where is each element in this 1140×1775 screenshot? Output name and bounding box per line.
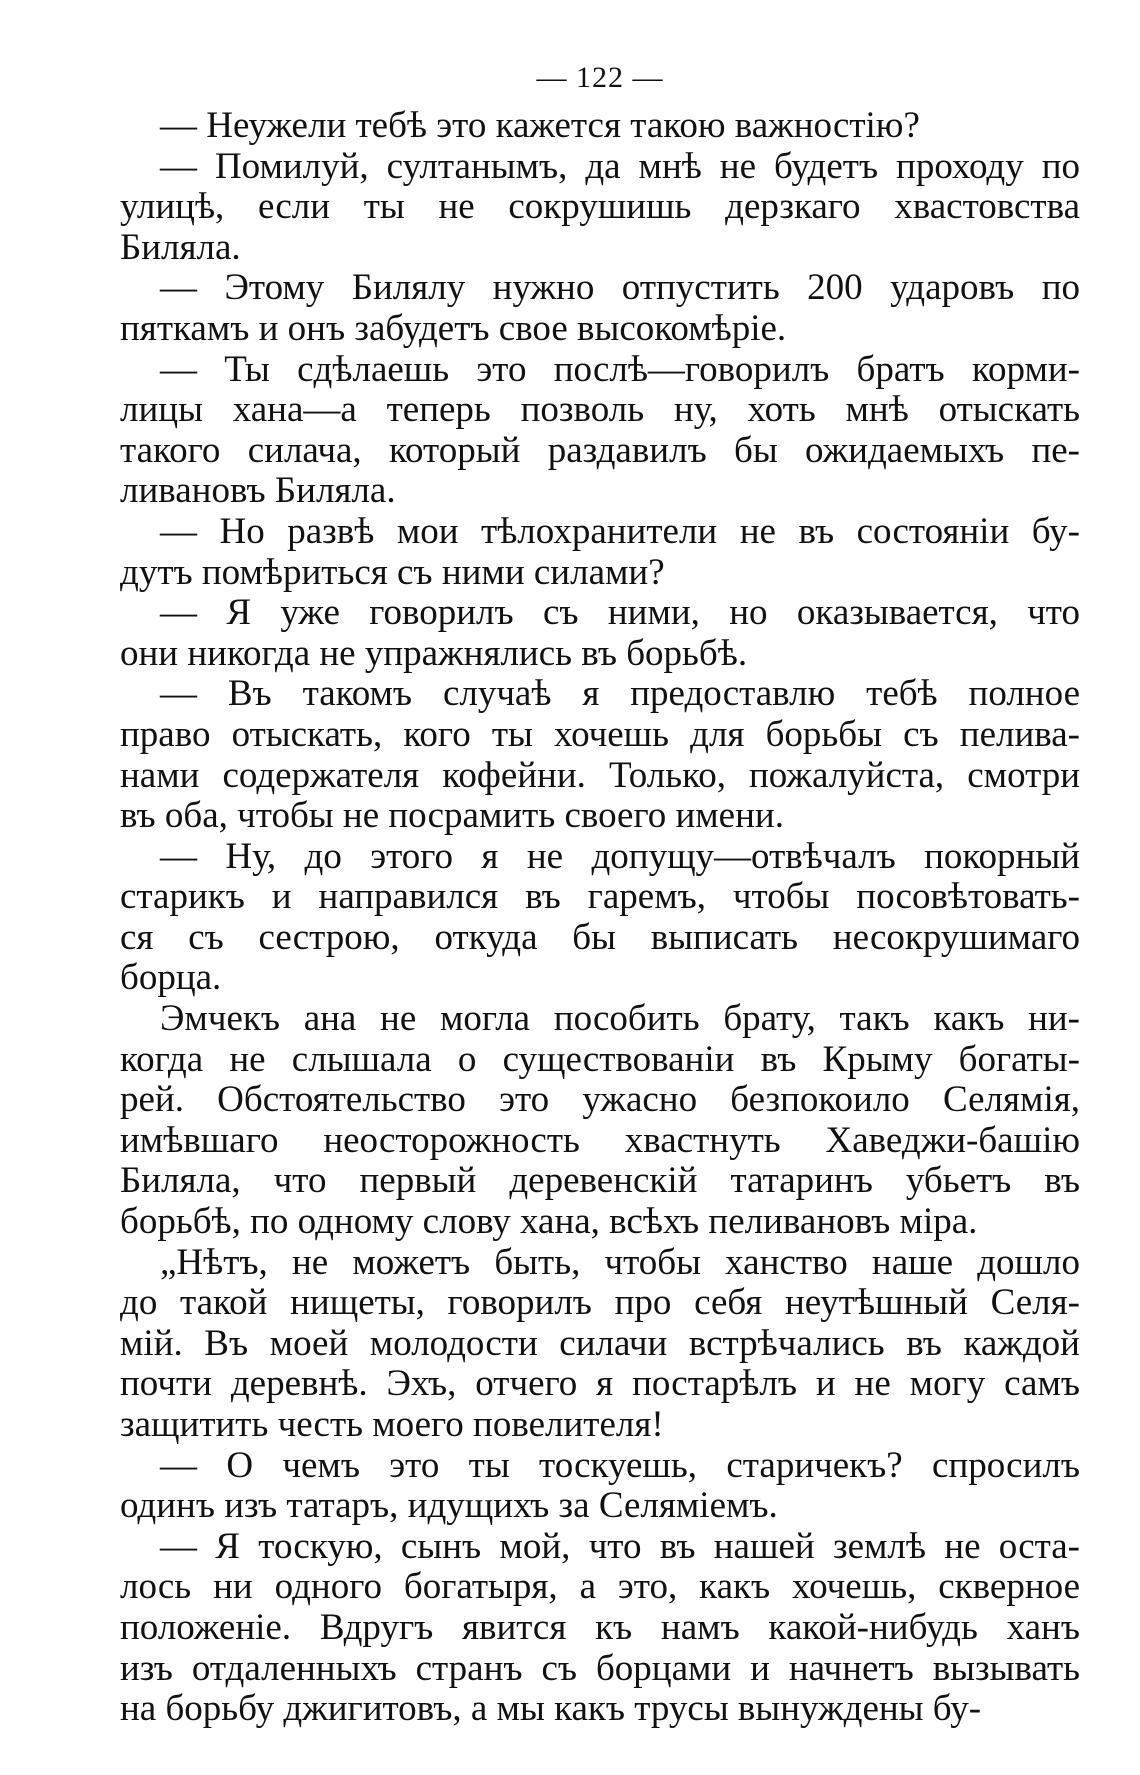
text-line: — Помилуй, султанымъ, да мнѣ не будетъ проходу по — [160, 146, 1080, 187]
text-line: до такой нищеты, говорилъ про себя неутѣшный Селя- — [120, 1283, 1080, 1324]
text-line: — О чемъ это ты тоскуешь, старичекъ? спросилъ — [160, 1445, 1080, 1486]
text-line: — Неужели тебѣ это кажется такою важностію? — [160, 106, 920, 146]
paragraph — [120, 1243, 1080, 1446]
text-line: лось ни одного богатыря, а это, какъ хочешь, скверное — [120, 1567, 1080, 1608]
text-line: — Я тоскую, сынъ мой, что въ нашей землѣ не оста- — [160, 1526, 1080, 1567]
text-line: улицѣ, если ты не сокрушишь дерзкаго хвастовства — [120, 187, 1080, 228]
text-line: лицы хана—а теперь позволь ну, хоть мнѣ отыскать — [120, 390, 1080, 431]
text-line: право отыскать, кого ты хочешь для борьбы съ пелива- — [120, 714, 1080, 755]
text-line: борца. — [120, 958, 222, 999]
text-line: старикъ и направился въ гаремъ, чтобы посовѣтовать- — [120, 877, 1080, 918]
text-line: они никогда не упражнялись въ борьбѣ. — [120, 633, 748, 674]
text-line: нами содержателя кофейни. Только, пожалуйста, смотри — [120, 755, 1080, 796]
paragraph — [120, 1446, 1080, 1527]
text-line: въ оба, чтобы не посрамить своего имени. — [120, 796, 784, 837]
paragraph — [120, 674, 1080, 836]
page-body-text — [120, 106, 1080, 1730]
text-line: одинъ изъ татаръ, идущихъ за Селяміемъ. — [120, 1486, 778, 1527]
text-line: Биляла. — [120, 227, 241, 268]
text-line: ливановъ Биляла. — [120, 471, 396, 512]
text-line: — Этому Билялу нужно отпустить 200 ударовъ по — [160, 268, 1080, 309]
text-line: Биляла, что первый деревенскій татаринъ убьетъ въ — [120, 1161, 1080, 1202]
text-line: Эмчекъ ана не могла пособить брату, такъ какъ ни- — [160, 999, 1080, 1040]
paragraph — [120, 106, 1080, 147]
text-line: такого силача, который раздавилъ бы ожидаемыхъ пе- — [120, 430, 1080, 471]
text-line: изъ отдаленныхъ странъ съ борцами и начнетъ вызывать — [120, 1648, 1080, 1689]
text-line: дутъ помѣриться съ ними силами? — [120, 552, 665, 593]
paragraph — [120, 268, 1080, 349]
paragraph — [120, 999, 1080, 1243]
text-line: пяткамъ и онъ забудетъ свое высокомѣріе. — [120, 308, 787, 349]
text-line: — Ну, до этого я не допущу—отвѣчалъ покорный — [160, 836, 1080, 877]
paragraph — [120, 147, 1080, 269]
text-line: рей. Обстоятельство это ужасно безпокоило Селямія, — [120, 1080, 1080, 1121]
paragraph — [120, 593, 1080, 674]
paragraph — [120, 1527, 1080, 1730]
text-line: положеніе. Вдругъ явится къ намъ какой-нибудь ханъ — [120, 1607, 1080, 1648]
text-line: ся съ сестрою, откуда бы выписать несокрушимаго — [120, 917, 1080, 958]
paragraph — [120, 350, 1080, 512]
paragraph — [120, 512, 1080, 593]
text-line: — Я уже говорилъ съ ними, но оказывается, что — [160, 593, 1080, 634]
text-line: имѣвшаго неосторожность хвастнуть Хаведжи-башію — [120, 1120, 1080, 1161]
paragraph — [120, 837, 1080, 999]
book-page — [120, 58, 1080, 1738]
text-line: — Но развѣ мои тѣлохранители не въ состояніи бу- — [160, 511, 1080, 552]
text-line: на борьбу джигитовъ, а мы какъ трусы вынуждены бу- — [120, 1689, 982, 1730]
text-line: защитить честь моего повелителя! — [120, 1405, 664, 1445]
text-line: почти деревнѣ. Эхъ, отчего я постарѣлъ и не могу самъ — [120, 1364, 1080, 1405]
text-line: когда не слышала о существованіи въ Крыму богаты- — [120, 1039, 1080, 1080]
text-line: „Нѣтъ, не можетъ быть, чтобы ханство наше дошло — [160, 1242, 1080, 1283]
text-line: борьбѣ, по одному слову хана, всѣхъ пеливановъ міра. — [120, 1202, 978, 1243]
text-line: — Ты сдѣлаешь это послѣ—говорилъ братъ корми- — [160, 349, 1080, 390]
text-line: — Въ такомъ случаѣ я предоставлю тебѣ полное — [160, 674, 1080, 715]
text-line: мій. Въ моей молодости силачи встрѣчались въ каждой — [120, 1323, 1080, 1364]
page-number: — 122 — — [536, 61, 664, 94]
